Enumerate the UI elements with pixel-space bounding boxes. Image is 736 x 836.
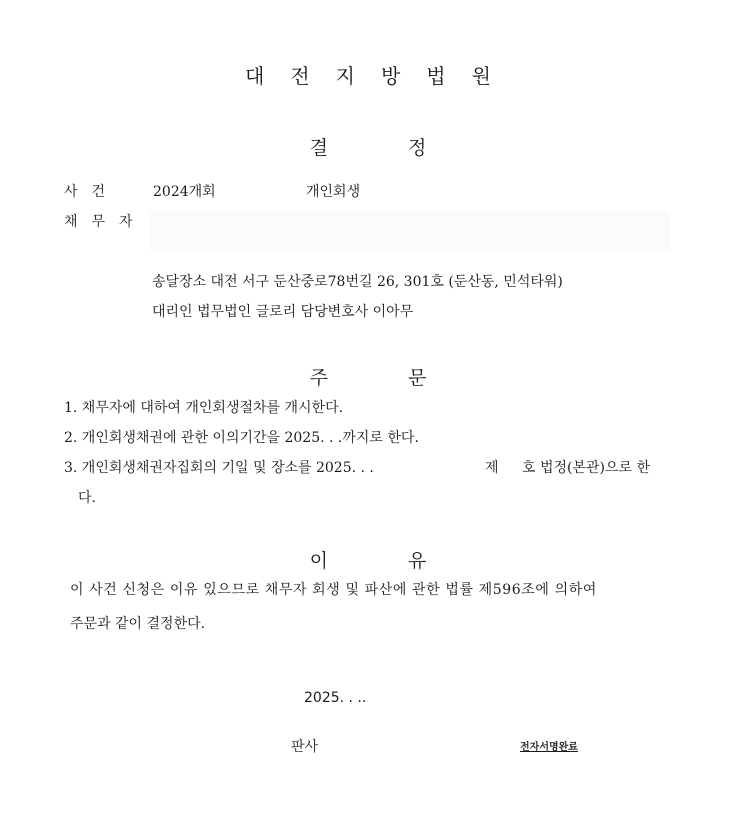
- debtor-address: 송달장소 대전 서구 둔산중로78번길 26, 301호 (둔산동, 민석타워): [152, 274, 563, 290]
- e-signature-mark: 전자서명완료: [520, 742, 578, 753]
- order-item-1: 1. 채무자에 대하여 개인회생절차를 개시한다.: [64, 400, 344, 416]
- order-item-3: 3. 개인회생채권자집회의 기일 및 장소를 2025. . .: [64, 460, 374, 476]
- reason-line-1: 이 사건 신청은 이유 있으므로 채무자 회생 및 파산에 관한 법률 제596조에 의하여: [70, 582, 597, 598]
- redacted-debtor-name: [150, 210, 670, 252]
- order-heading-second: 문: [408, 367, 427, 389]
- order-heading-first: 주: [309, 367, 328, 389]
- order-item-3-room-prefix: 제: [485, 460, 499, 476]
- debtor-label: 채무자: [64, 214, 147, 230]
- case-label: 사건: [64, 184, 120, 200]
- decision-heading: [0, 133, 736, 160]
- decision-date: 2025. . ..: [304, 690, 367, 706]
- decision-heading-first: 결: [309, 137, 328, 159]
- reason-heading: [0, 546, 736, 573]
- debtor-agent: 대리인 법무법인 글로리 담당변호사 이아무: [152, 304, 414, 320]
- order-item-2: 2. 개인회생채권에 관한 이의기간을 2025. . .까지로 한다.: [64, 430, 419, 446]
- reason-line-2: 주문과 같이 결정한다.: [70, 616, 206, 632]
- order-item-3-end: 다.: [78, 490, 96, 506]
- case-type: 개인회생: [306, 184, 361, 200]
- decision-heading-second: 정: [408, 137, 427, 159]
- order-item-3-room: 호 법정(본관)으로 한: [522, 460, 651, 476]
- order-heading: [0, 363, 736, 390]
- court-name: 대전지방법원: [245, 64, 517, 88]
- reason-heading-second: 유: [408, 550, 427, 572]
- judge-label: 판사: [291, 739, 319, 755]
- reason-heading-first: 이: [309, 550, 328, 572]
- case-number: 2024개회: [153, 184, 216, 200]
